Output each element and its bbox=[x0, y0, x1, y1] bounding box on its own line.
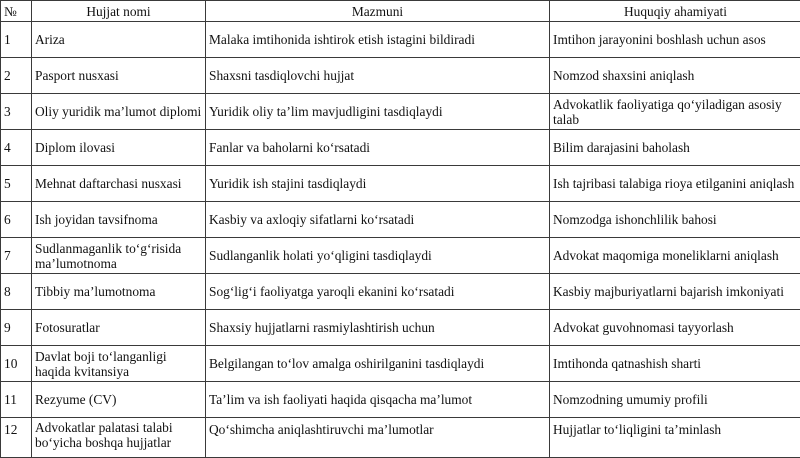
table-row bbox=[1, 418, 800, 458]
table-row bbox=[1, 130, 800, 166]
table-row bbox=[1, 94, 800, 130]
document-name: Oliy yuridik ma’lumot diplomi bbox=[32, 94, 206, 130]
document-content: Yuridik oliy ta’lim mavjudligini tasdiqlaydi bbox=[206, 94, 550, 130]
row-number: 11 bbox=[1, 382, 32, 418]
table-row bbox=[1, 274, 800, 310]
document-content: Qo‘shimcha aniqlashtiruvchi ma’lumotlar bbox=[206, 418, 550, 458]
row-number: 9 bbox=[1, 310, 32, 346]
document-content: Sog‘lig‘i faoliyatga yaroqli ekanini ko‘rsatadi bbox=[206, 274, 550, 310]
header-content: Mazmuni bbox=[206, 1, 550, 22]
document-content: Kasbiy va axloqiy sifatlarni ko‘rsatadi bbox=[206, 202, 550, 238]
document-content: Yuridik ish stajini tasdiqlaydi bbox=[206, 166, 550, 202]
table-row bbox=[1, 58, 800, 94]
row-number: 3 bbox=[1, 94, 32, 130]
legal-significance: Advokat maqomiga moneliklarni aniqlash bbox=[550, 238, 800, 274]
header-row bbox=[1, 1, 800, 22]
legal-significance: Kasbiy majburiyatlarni bajarish imkoniyati bbox=[550, 274, 800, 310]
document-content: Fanlar va baholarni ko‘rsatadi bbox=[206, 130, 550, 166]
document-content: Ta’lim va ish faoliyati haqida qisqacha ma’lumot bbox=[206, 382, 550, 418]
row-number: 6 bbox=[1, 202, 32, 238]
document-name: Pasport nusxasi bbox=[32, 58, 206, 94]
legal-significance: Imtihon jarayonini boshlash uchun asos bbox=[550, 22, 800, 58]
legal-significance: Hujjatlar to‘liqligini ta’minlash bbox=[550, 418, 800, 458]
legal-significance: Nomzod shaxsini aniqlash bbox=[550, 58, 800, 94]
legal-significance: Advokat guvohnomasi tayyorlash bbox=[550, 310, 800, 346]
row-number: 12 bbox=[1, 418, 32, 458]
table-row bbox=[1, 202, 800, 238]
table-header bbox=[1, 1, 800, 22]
document-content: Shaxsni tasdiqlovchi hujjat bbox=[206, 58, 550, 94]
document-name: Ish joyidan tavsifnoma bbox=[32, 202, 206, 238]
document-content: Malaka imtihonida ishtirok etish istagini bildiradi bbox=[206, 22, 550, 58]
document-name: Ariza bbox=[32, 22, 206, 58]
table-row bbox=[1, 310, 800, 346]
document-name: Davlat boji to‘langanligi haqida kvitansiya bbox=[32, 346, 206, 382]
table-row bbox=[1, 22, 800, 58]
document-content: Belgilangan to‘lov amalga oshirilganini tasdiqlaydi bbox=[206, 346, 550, 382]
document-content: Shaxsiy hujjatlarni rasmiylashtirish uchun bbox=[206, 310, 550, 346]
row-number: 1 bbox=[1, 22, 32, 58]
legal-significance: Imtihonda qatnashish sharti bbox=[550, 346, 800, 382]
header-document-name: Hujjat nomi bbox=[32, 1, 206, 22]
row-number: 7 bbox=[1, 238, 32, 274]
document-name: Diplom ilovasi bbox=[32, 130, 206, 166]
table-row bbox=[1, 238, 800, 274]
document-name: Tibbiy ma’lumotnoma bbox=[32, 274, 206, 310]
table-body bbox=[1, 22, 800, 458]
row-number: 10 bbox=[1, 346, 32, 382]
document-name: Fotosuratlar bbox=[32, 310, 206, 346]
legal-significance: Nomzodga ishonchlilik bahosi bbox=[550, 202, 800, 238]
row-number: 4 bbox=[1, 130, 32, 166]
legal-significance: Nomzodning umumiy profili bbox=[550, 382, 800, 418]
table-row bbox=[1, 166, 800, 202]
document-name: Rezyume (CV) bbox=[32, 382, 206, 418]
row-number: 8 bbox=[1, 274, 32, 310]
document-name: Advokatlar palatasi talabi bo‘yicha boshqa hujjatlar bbox=[32, 418, 206, 458]
legal-significance: Bilim darajasini baholash bbox=[550, 130, 800, 166]
legal-significance: Advokatlik faoliyatiga qo‘yiladigan asosiy talab bbox=[550, 94, 800, 130]
row-number: 2 bbox=[1, 58, 32, 94]
document-name: Mehnat daftarchasi nusxasi bbox=[32, 166, 206, 202]
legal-significance: Ish tajribasi talabiga rioya etilganini aniqlash bbox=[550, 166, 800, 202]
row-number: 5 bbox=[1, 166, 32, 202]
table-row bbox=[1, 382, 800, 418]
header-legal-significance: Huquqiy ahamiyati bbox=[550, 1, 800, 22]
document-name: Sudlanmaganlik to‘g‘risida ma’lumotnoma bbox=[32, 238, 206, 274]
document-content: Sudlanganlik holati yo‘qligini tasdiqlaydi bbox=[206, 238, 550, 274]
header-number: № bbox=[1, 1, 32, 22]
table-row bbox=[1, 346, 800, 382]
